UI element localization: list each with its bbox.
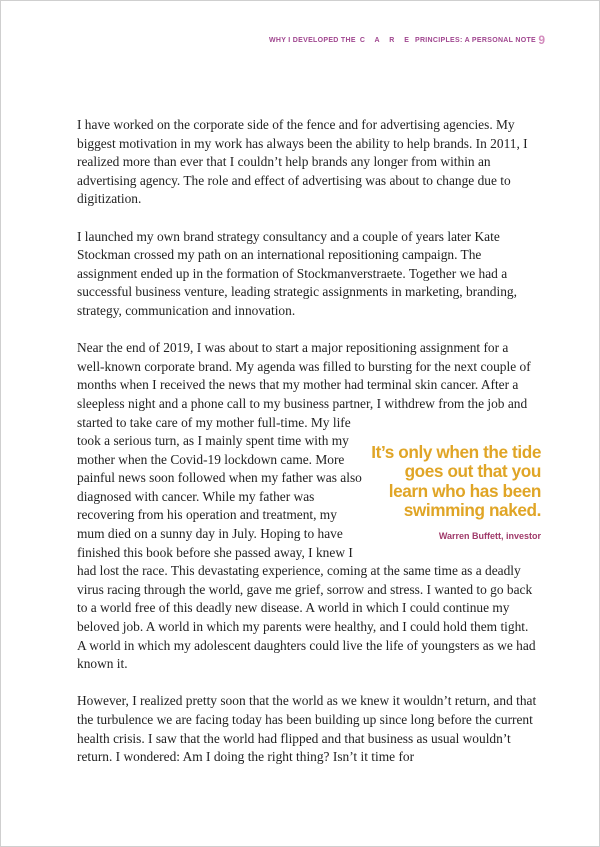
paragraph-3	[77, 339, 541, 674]
running-header	[269, 37, 536, 44]
page-number: 9	[538, 33, 545, 47]
pull-quote	[371, 443, 541, 546]
paragraph-4: However, I realized pretty soon that the world as we knew it wouldn’t return, and that the turbulence we are facing today has been building up since long before the current health crisis. I saw that the world had flipped and that business as usual wouldn’t return. I wondered: Am I doing the right thing? Isn’t it time for	[77, 693, 537, 765]
paragraph-3-rest: full-time. My life took a serious turn, as I mainly spent time with my mother when the Covid-19 lockdown came. More painful news soon followed when my father was also diagnosed with cancer. While my father was recovering from his operation and treatment, my mum died on a sunny day in July. Hoping to have finished this book before she passed away, I knew I had lost the race. This devastating experience, coming at the same time as a deadly virus racing through the world, gave me grief, sorrow and stress. I wanted to go back to a world free of this deadly new disease. A world in which I could continue my beloved job. A world in which my parents were healthy, and I could hold them tight. A world in which my adolescent daughters could live the life of youngsters as we had known it.	[77, 414, 536, 672]
paragraph-3-intro: Near the end of 2019, I was about to start a major repositioning assignment for a well-known corporate brand. My agenda was filled to bursting for the next couple of months when I received the news that my mother had terminal skin cancer. After a sleepless night and a phone call to my business partner, I withdrew from the job and started to take care of my mother	[77, 340, 531, 430]
running-header-part2: PRINCIPLES: A PERSONAL NOTE	[414, 37, 536, 44]
pull-quote-attribution: Warren Buffett, investor	[438, 530, 541, 541]
running-header-acronym: C A R E	[359, 37, 413, 44]
pull-quote-text: It’s only when the tide goes out that you learn who has been swimming naked.	[371, 441, 541, 521]
running-header-part1: WHY I DEVELOPED THE	[268, 37, 356, 44]
paragraph-1: I have worked on the corporate side of the fence and for advertising agencies. My biggest motivation in my work has always been the ability to help brands. In 2011, I realized more than ever that I couldn’t help brands any longer from within an advertising agency. The role and effect of advertising was about to change due to digitization.	[77, 117, 528, 207]
paragraph-2: I launched my own brand strategy consultancy and a couple of years later Kate Stockman crossed my path on an international repositioning campaign. The assignment ended up in the formation of Stockmanverstraete. Together we had a successful business venture, leading strategic assignments in marketing, branding, strategy, communication and innovation.	[77, 228, 517, 318]
body-text	[77, 116, 541, 785]
